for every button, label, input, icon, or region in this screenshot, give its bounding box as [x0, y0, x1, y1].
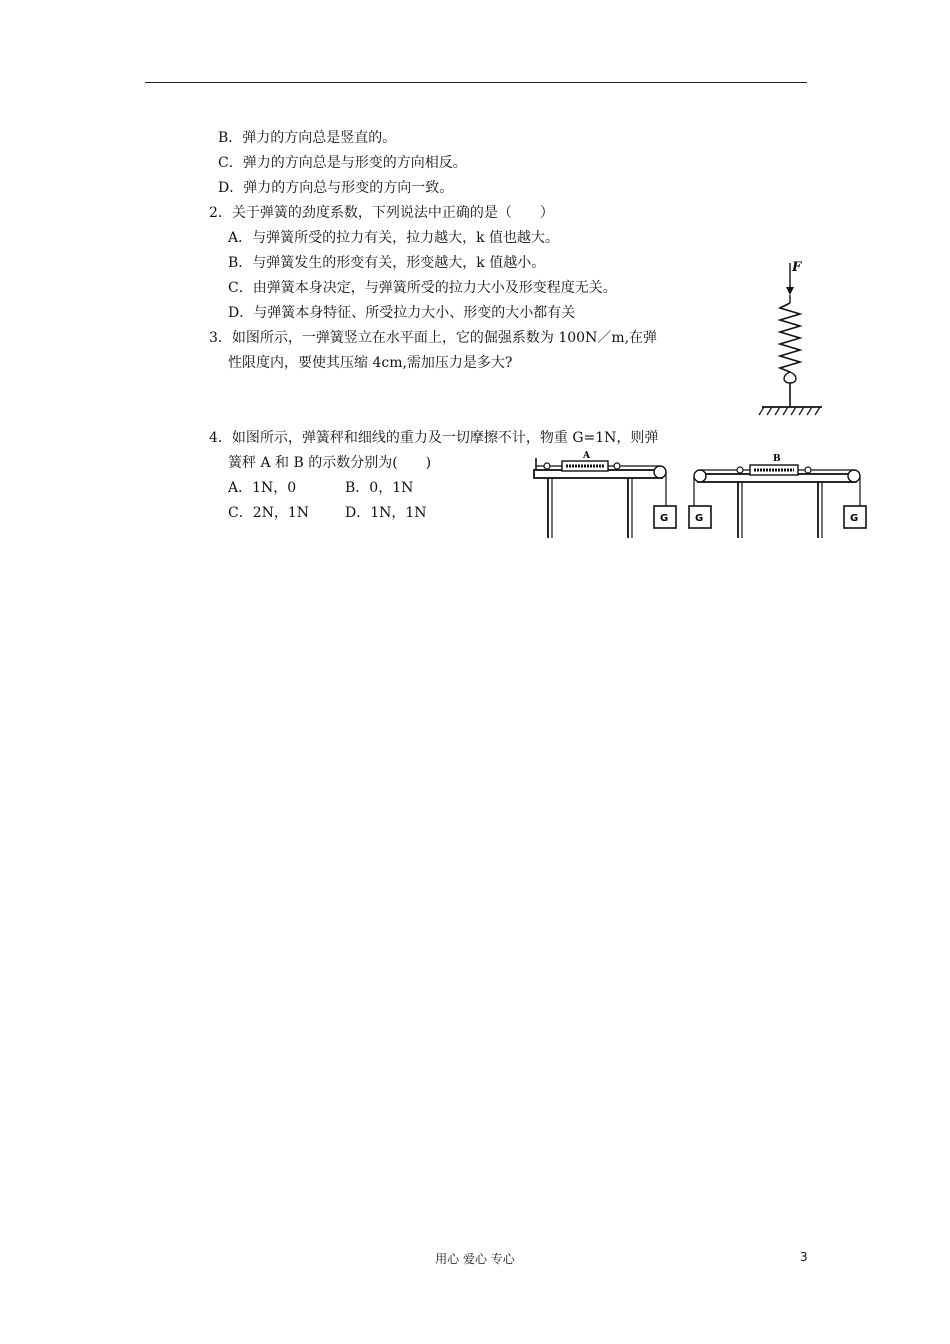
- pulley-b-right: [848, 470, 860, 482]
- q4-stem-line2: 簧秤 A 和 B 的示数分别为( ): [228, 455, 432, 471]
- q2-option-d: D．与弹簧本身特征、所受拉力大小、形变的大小都有关: [228, 305, 576, 321]
- q1-option-c: C．弹力的方向总是与形变的方向相反。: [218, 155, 467, 171]
- page-number: 3: [800, 1250, 808, 1264]
- weight-b-right-label: G: [850, 513, 859, 524]
- q1-option-b: B．弹力的方向总是竖直的。: [218, 130, 397, 146]
- spring-balance-figure: [528, 448, 873, 540]
- q4-option-b: B．0，1N: [345, 480, 414, 496]
- header-rule: [145, 82, 807, 83]
- balance-a-label: A: [583, 451, 590, 461]
- q4-option-c: C．2N，1N: [228, 505, 310, 521]
- setup-a: [534, 451, 676, 538]
- weight-b-left-label: G: [695, 513, 704, 524]
- q2-option-a: A．与弹簧所受的拉力有关，拉力越大，k 值也越大。: [228, 230, 560, 246]
- force-arrow-head: [786, 287, 794, 295]
- weight-a-label: G: [660, 513, 669, 524]
- balance-b-label: B: [773, 454, 781, 464]
- force-label: F: [792, 260, 802, 275]
- q3-stem-line1: 3．如图所示，一弹簧竖立在水平面上，它的倔强系数为 100N／m,在弹: [209, 330, 658, 346]
- spring-figure: [752, 255, 832, 425]
- q2-stem: 2．关于弹簧的劲度系数，下列说法中正确的是（ ）: [209, 205, 554, 221]
- ground-hatch: [759, 407, 820, 415]
- q3-stem-line2: 性限度内，要使其压缩 4cm,需加压力是多大?: [228, 355, 513, 371]
- q1-option-d: D．弹力的方向总与形变的方向一致。: [218, 180, 454, 196]
- q4-option-d: D．1N，1N: [345, 505, 427, 521]
- q4-option-a: A．1N，0: [228, 480, 297, 496]
- page-footer: 用心 爱心 专心: [435, 1252, 515, 1266]
- spring-hook: [784, 372, 796, 383]
- q2-option-b: B．与弹簧发生的形变有关，形变越大，k 值越小。: [228, 255, 546, 271]
- spring-coil: [780, 303, 800, 372]
- pulley-a: [654, 466, 666, 478]
- setup-b: [689, 454, 866, 538]
- q4-stem-line1: 4．如图所示，弹簧秤和细线的重力及一切摩擦不计，物重 G=1N，则弹: [209, 430, 659, 446]
- pulley-b-left: [694, 470, 706, 482]
- q2-option-c: C．由弹簧本身决定，与弹簧所受的拉力大小及形变程度无关。: [228, 280, 617, 296]
